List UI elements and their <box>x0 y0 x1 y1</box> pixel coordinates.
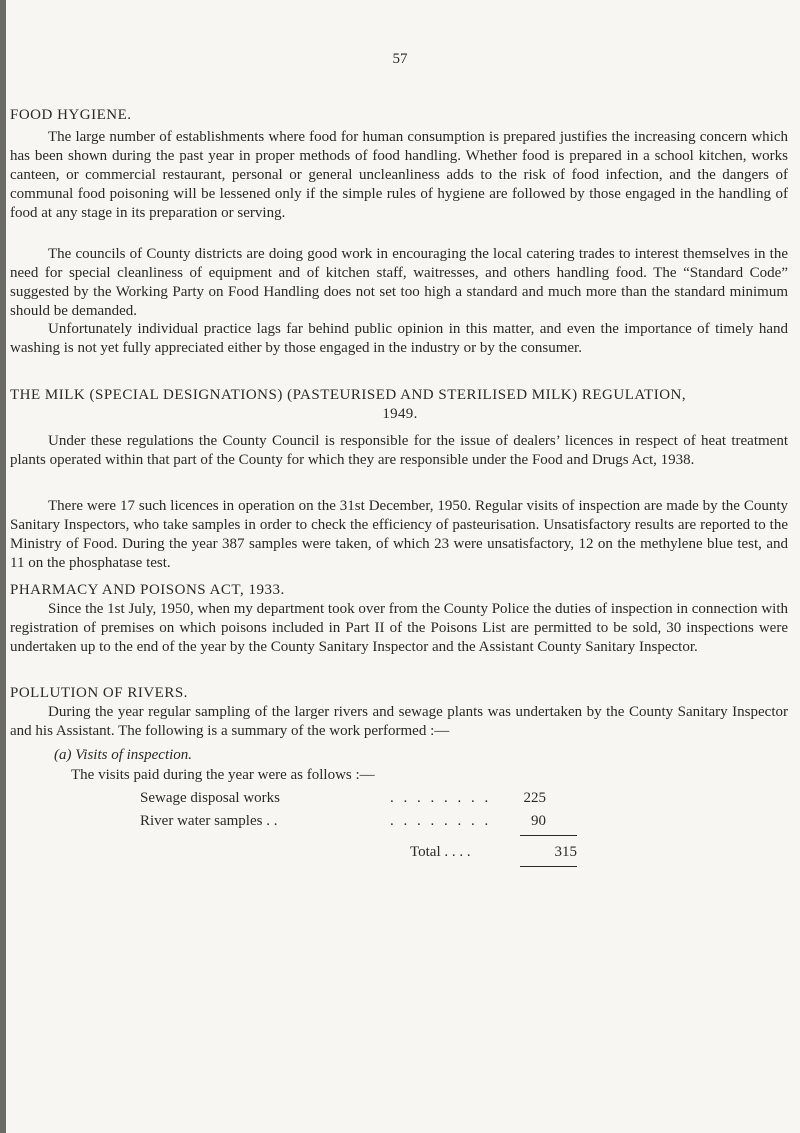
leader-dots: . . . . . . . . <box>390 790 492 806</box>
visits-row-value: 225 <box>523 790 546 806</box>
milk-regulation-heading-year: 1949. <box>382 406 418 422</box>
page-binding-edge <box>0 0 6 1133</box>
food-hygiene-heading: FOOD HYGIENE. <box>10 107 132 123</box>
pharmacy-heading: PHARMACY AND POISONS ACT, 1933. <box>10 582 285 598</box>
total-rule <box>520 866 577 867</box>
pharmacy-paragraph-1: Since the 1st July, 1950, when my department took over from the County Police the duties of inspection in connection with registration of premises on which poisons included in Part II of the Poisons List are permitted to be sold, 30 inspections were undertaken up to the end of the year by the County Sanitary Inspector and the Assistant County Sanitary Inspector. <box>10 601 788 655</box>
food-hygiene-paragraph-3: Unfortunately individual practice lags far behind public opinion in this matter, and even the importance of timely hand washing is not yet fully appreciated either by those engaged in the industry or by the consumer. <box>10 321 788 356</box>
milk-regulation-paragraph-1: Under these regulations the County Council is responsible for the issue of dealers’ licences in respect of heat treatment plants operated within that part of the County for which they are responsible under the Food and Drugs Act, 1938. <box>10 433 788 468</box>
visits-table <box>140 788 546 834</box>
visits-row-value: 90 <box>531 813 546 829</box>
visits-row-label: Sewage disposal works <box>140 790 280 806</box>
total-value: 315 <box>554 844 577 860</box>
total-label: Total . . . . <box>410 844 471 860</box>
visits-row-label: River water samples . . <box>140 813 278 829</box>
pollution-paragraph-1: During the year regular sampling of the larger rivers and sewage plants was undertaken by the County Sanitary Inspector and his Assistant. The following is a summary of the work performed :— <box>10 704 788 739</box>
food-hygiene-paragraph-2: The councils of County districts are doing good work in encouraging the local catering trades to interest themselves in the need for special cleanliness of equipment and of kitchen staff, waitresses, and others handling food. The “Standard Code” suggested by the Working Party on Food Handling does not set too high a standard and much more than the standard minimum should be demanded. <box>10 246 788 319</box>
page-number: 57 <box>392 51 408 67</box>
leader-dots: . . . . . . . . <box>390 813 492 829</box>
subtotal-rule <box>520 835 577 836</box>
visits-intro: The visits paid during the year were as follows :— <box>71 767 375 783</box>
pollution-heading: POLLUTION OF RIVERS. <box>10 685 188 701</box>
visits-subheading: (a) Visits of inspection. <box>54 747 193 763</box>
table-row <box>140 788 546 811</box>
milk-regulation-heading: THE MILK (SPECIAL DESIGNATIONS) (PASTEURISED AND STERILISED MILK) REGULATION, <box>10 387 687 403</box>
table-row <box>140 811 546 834</box>
milk-regulation-paragraph-2: There were 17 such licences in operation on the 31st December, 1950. Regular visits of inspection are made by the County Sanitary Inspectors, who take samples in order to check the efficiency of pasteurisation. Unsatisfactory results are reported to the Ministry of Food. During the year 387 samples were taken, of which 23 were unsatisfactory, 12 on the methylene blue test, and 11 on the phosphatase test. <box>10 498 788 571</box>
food-hygiene-paragraph-1: The large number of establishments where food for human consumption is prepared justifies the increasing concern which has been shown during the past year in proper methods of food handling. Whether food is prepared in a school kitchen, works canteen, or commercial restaurant, personal or general uncleanliness adds to the risk of food infection, and the dangers of communal food poisoning will be lessened only if the simple rules of hygiene are followed by those engaged in the handling of food at any stage in its preparation or serving. <box>10 129 788 221</box>
